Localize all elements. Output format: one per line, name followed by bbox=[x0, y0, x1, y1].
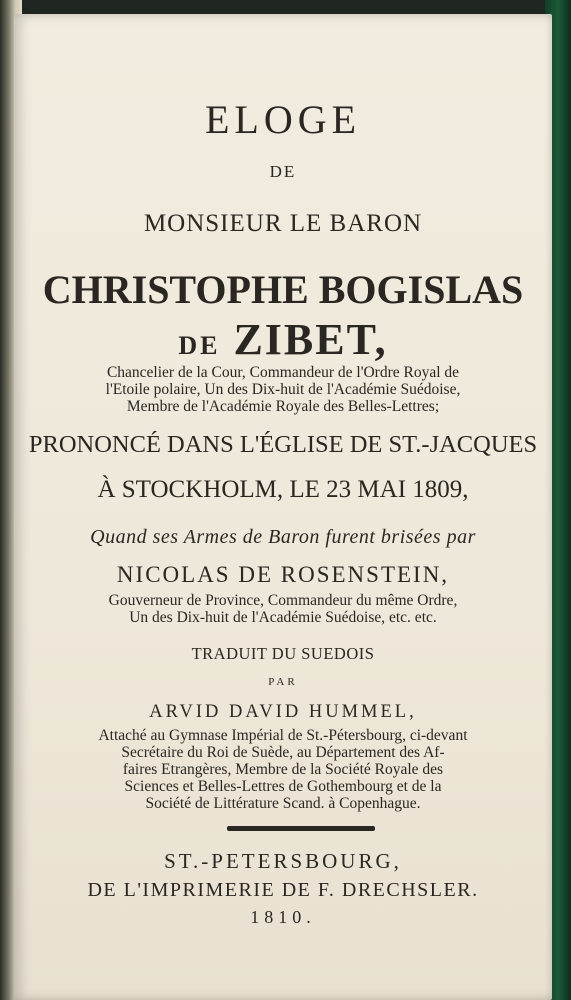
translator-description-line: Attaché au Gymnase Impérial de St.-Pétersbourg, ci-devant bbox=[98, 727, 468, 744]
translated-from: TRADUIT DU SUEDOIS bbox=[191, 644, 375, 663]
description-line: Chancelier de la Cour, Commandeur de l'Ordre Royal de bbox=[106, 364, 460, 381]
subject-name: CHRISTOPHE BOGISLAS bbox=[42, 267, 524, 312]
author-description-line: Gouverneur de Province, Commandeur du même Ordre, bbox=[108, 592, 458, 609]
place-date-line: À STOCKHOLM, LE 23 MAI 1809, bbox=[97, 476, 469, 503]
translator-description-line: faires Etrangères, Membre de la Société Royale des bbox=[122, 761, 444, 778]
surname: ZIBET, bbox=[233, 315, 388, 364]
par-label: PAR bbox=[268, 676, 298, 688]
translator-description-line: Sciences et Belles-Lettres de Gothembourg et de la bbox=[124, 778, 442, 795]
description-line: Membre de l'Académie Royale des Belles-Lettres; bbox=[126, 398, 440, 415]
description-line: l'Etoile polaire, Un des Dix-huit de l'Académie Suédoise, bbox=[105, 381, 461, 398]
prononce-line: PRONONCÉ DANS L'ÉGLISE DE ST.-JACQUES bbox=[28, 431, 538, 458]
divider-rule bbox=[227, 826, 375, 831]
subject-surname bbox=[14, 314, 552, 365]
translator-description-line: Secrétaire du Roi de Suède, au Département des Af- bbox=[121, 744, 445, 761]
title-de: DE bbox=[269, 162, 297, 181]
baron-line: MONSIEUR LE BARON bbox=[143, 210, 423, 237]
imprint-printer: DE L'IMPRIMERIE DE F. DRECHSLER. bbox=[87, 879, 479, 901]
surname-prefix: DE bbox=[178, 331, 221, 360]
imprint-city: ST.-PETERSBOURG, bbox=[164, 849, 402, 873]
translator-description-line: Société de Littérature Scand. à Copenhague. bbox=[145, 795, 421, 812]
author-description-line: Un des Dix-huit de l'Académie Suédoise, etc. etc. bbox=[129, 609, 437, 626]
title-page bbox=[14, 14, 552, 1000]
author-name: NICOLAS DE ROSENSTEIN, bbox=[116, 562, 450, 587]
page-title: ELOGE bbox=[204, 97, 362, 142]
imprint-year: 1810. bbox=[250, 907, 316, 927]
occasion-line: Quand ses Armes de Baron furent brisées par bbox=[90, 526, 476, 548]
translator-name: ARVID DAVID HUMMEL, bbox=[149, 702, 417, 722]
